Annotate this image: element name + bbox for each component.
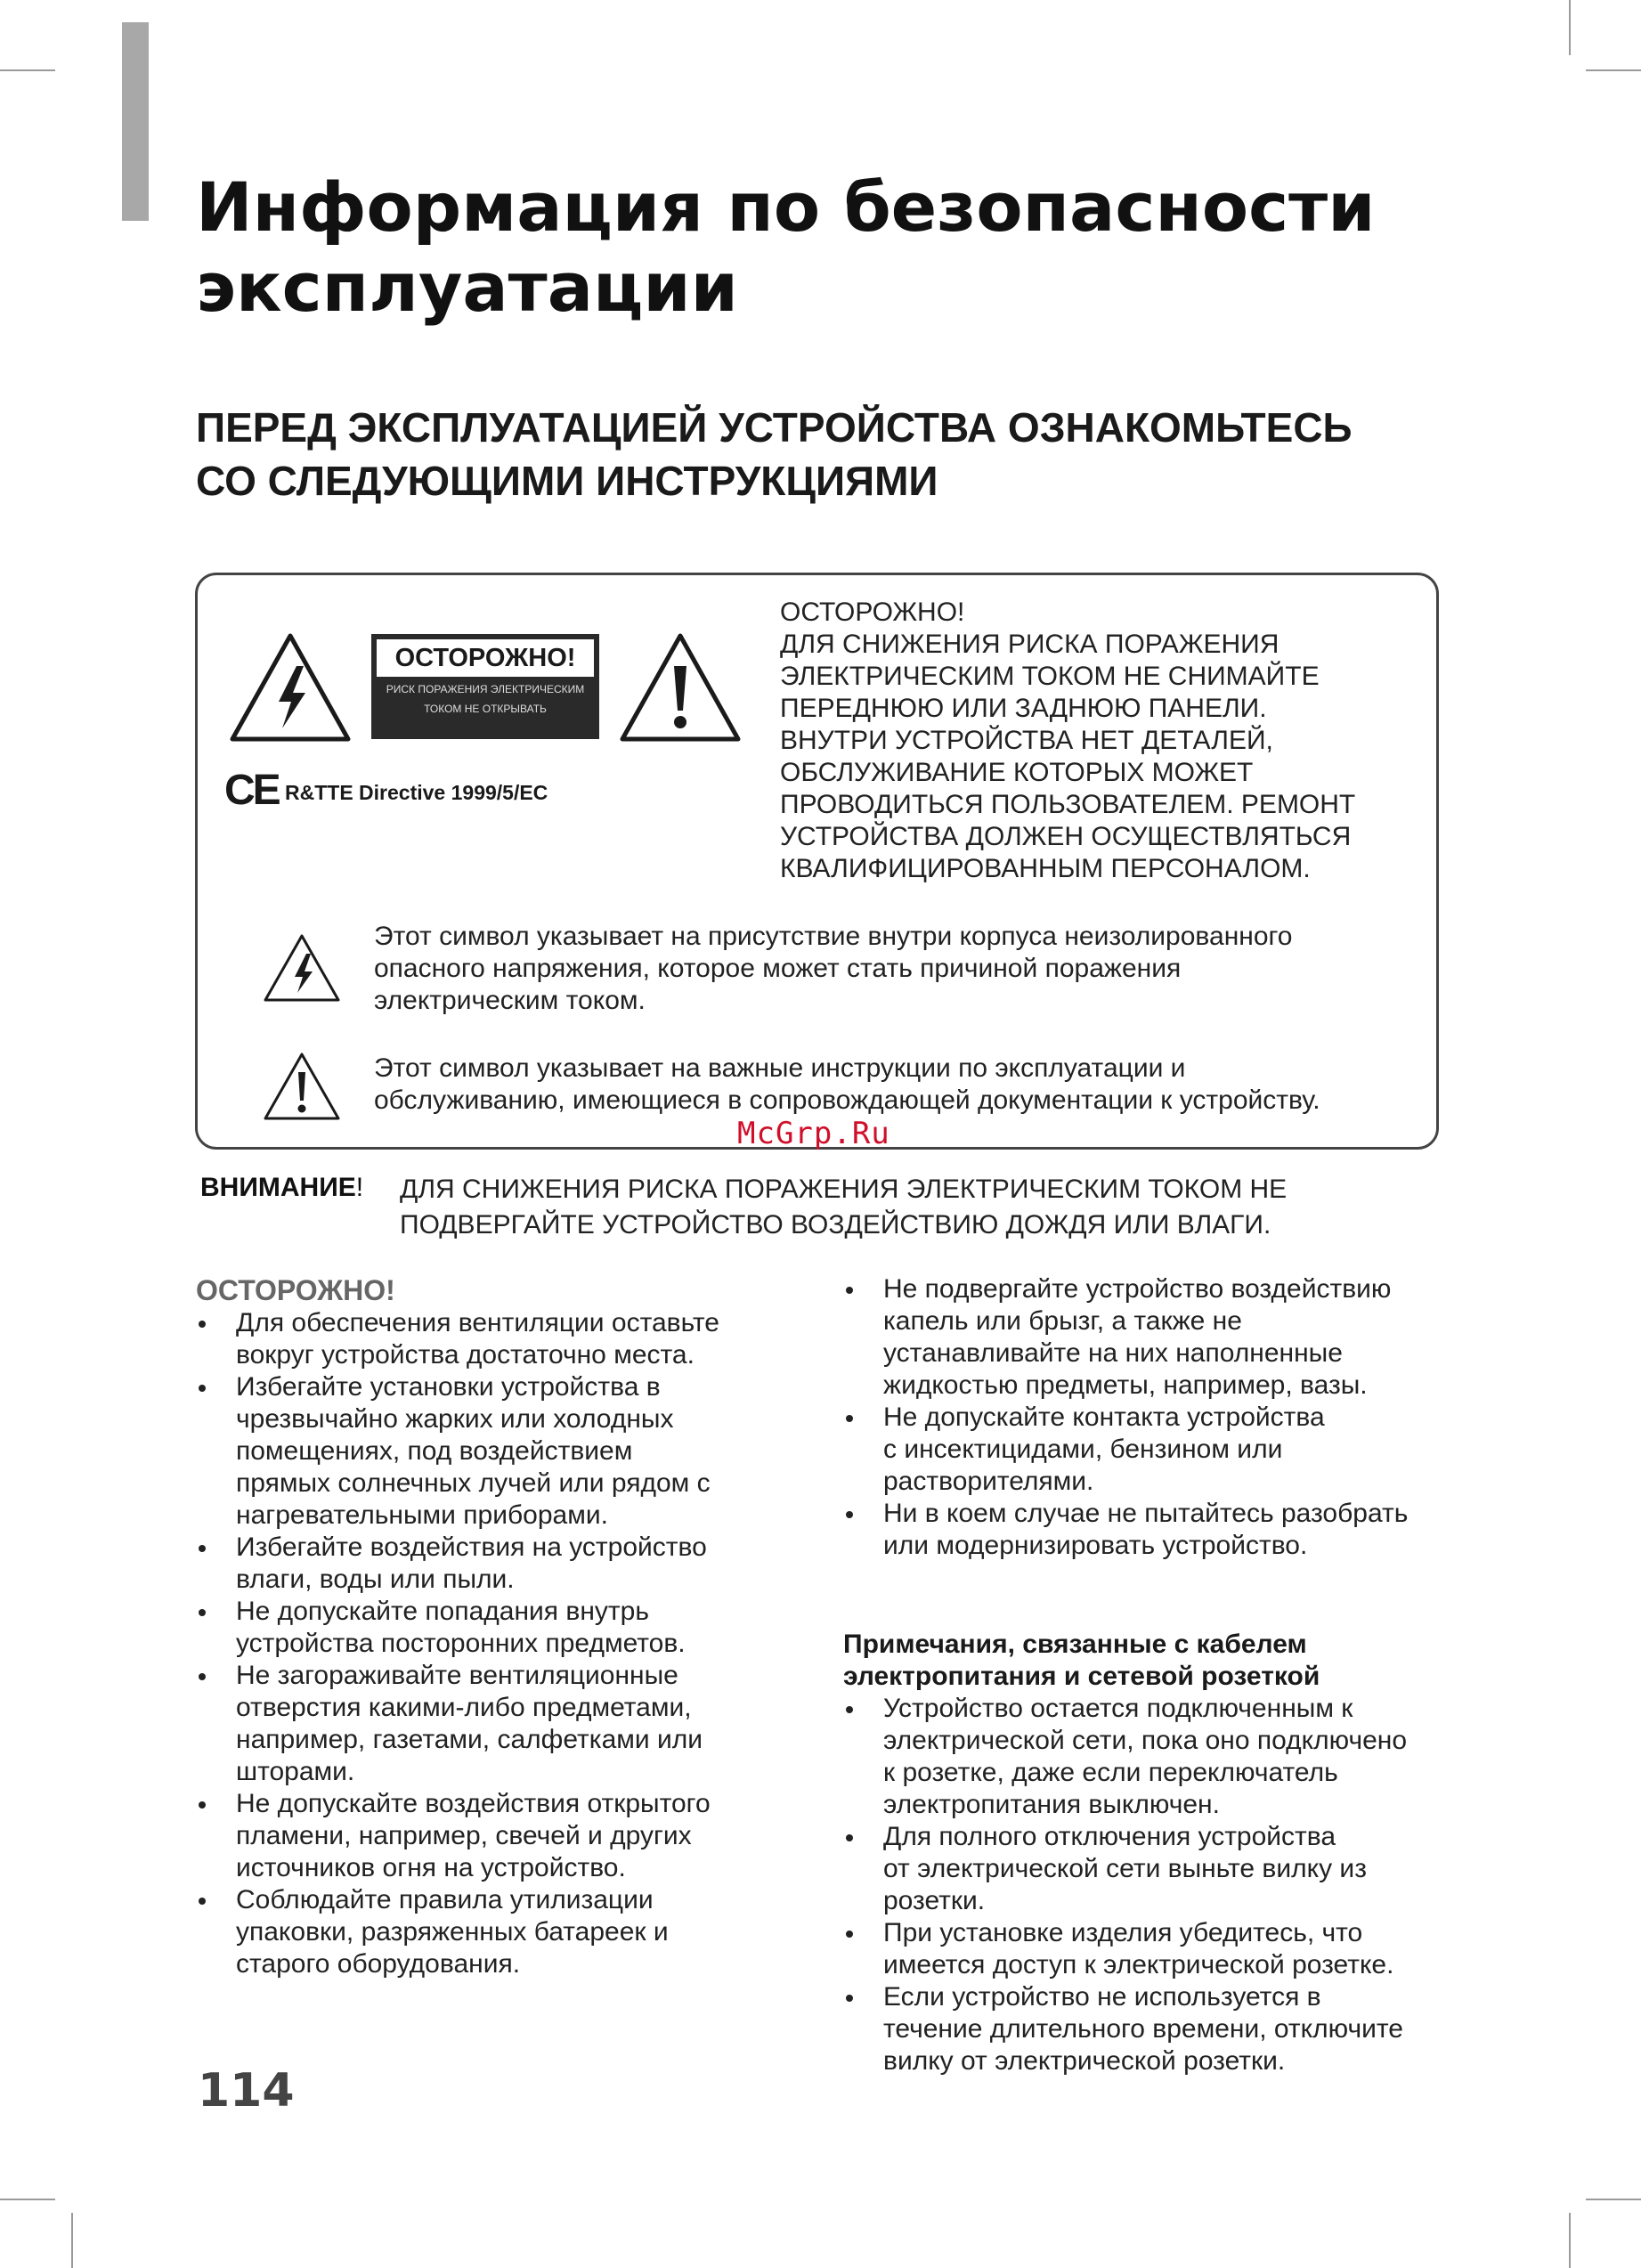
list-item	[843, 1821, 1484, 1917]
list-item-line: растворителями.	[883, 1467, 1094, 1496]
subtitle-line: СО СЛЕДУЮЩИМИ ИНСТРУКЦИЯМИ	[196, 458, 938, 504]
crop-mark	[1569, 2213, 1571, 2268]
list-item-line: электропитания выключен.	[883, 1790, 1220, 1819]
voltage-symbol-description	[374, 921, 1425, 1017]
list-item-line: устанавливайте на них наполненные	[883, 1338, 1343, 1368]
power-notes-list	[843, 1693, 1484, 2077]
instructions-symbol-line: Этот символ указывает на важные инструкции по эксплуатации и	[374, 1053, 1186, 1083]
caution-text-line: ОСТОРОЖНО!	[780, 597, 965, 627]
list-item	[843, 1981, 1484, 2077]
list-item	[843, 1917, 1484, 1981]
list-item-line: или модернизировать устройство.	[883, 1531, 1308, 1560]
list-item-line: розетки.	[883, 1886, 986, 1915]
instructions-symbol-description	[374, 1053, 1425, 1117]
list-item	[196, 1660, 837, 1788]
list-item-line: например, газетами, салфетками или	[236, 1725, 703, 1754]
list-item-line: к розетке, даже если переключатель	[883, 1758, 1338, 1787]
list-item-line: Не подвергайте устройство воздействию	[883, 1274, 1392, 1304]
exclamation-icon	[617, 630, 743, 744]
page-subtitle	[196, 401, 1531, 508]
list-item	[196, 1596, 837, 1660]
list-item-line: Не допускайте контакта устройства	[883, 1402, 1325, 1432]
list-item-line: вокруг устройства достаточно места.	[236, 1340, 695, 1370]
list-item-line: Для обеспечения вентиляции оставьте	[236, 1308, 719, 1337]
list-item-line: Избегайте воздействия на устройство	[236, 1532, 707, 1562]
page-title-line: Информация по безопасности	[196, 167, 1376, 247]
list-item	[196, 1532, 837, 1596]
list-item-line: прямых солнечных лучей или рядом с	[236, 1468, 711, 1498]
list-item-line: старого оборудования.	[236, 1949, 521, 1979]
list-item	[843, 1693, 1484, 1821]
list-item-line: шторами.	[236, 1757, 355, 1786]
caution-text-line: ДЛЯ СНИЖЕНИЯ РИСКА ПОРАЖЕНИЯ	[780, 630, 1279, 659]
list-item-line: вилку от электрической розетки.	[883, 2046, 1286, 2076]
high-voltage-small-icon	[262, 932, 342, 1004]
list-item-line: электрической сети, пока оно подключено	[883, 1726, 1408, 1755]
list-item-line: устройства посторонних предметов.	[236, 1629, 686, 1658]
caution-heading: ОСТОРОЖНО!	[196, 1274, 395, 1306]
watermark: McGrp.Ru	[737, 1116, 890, 1151]
list-item-line: При установке изделия убедитесь, что	[883, 1918, 1363, 1947]
crop-mark	[0, 69, 55, 71]
caution-text-line: ПРОВОДИТЬСЯ ПОЛЬЗОВАТЕЛЕМ. РЕМОНТ	[780, 790, 1356, 819]
list-item-line: Избегайте установки устройства в	[236, 1372, 661, 1402]
power-notes-heading-line: электропитания и сетевой розеткой	[843, 1662, 1320, 1691]
sidebar-bar	[122, 22, 149, 221]
caution-badge-line: ТОКОМ НЕ ОТКРЫВАТЬ	[424, 703, 547, 715]
list-item-line: Не загораживайте вентиляционные	[236, 1661, 678, 1690]
attention-label	[200, 1172, 363, 1204]
caution-text-line: ЭЛЕКТРИЧЕСКИМ ТОКОМ НЕ СНИМАЙТЕ	[780, 662, 1320, 691]
list-item-line: жидкостью предметы, например, вазы.	[883, 1370, 1368, 1400]
list-item-line: от электрической сети выньте вилку из	[883, 1854, 1367, 1883]
list-item-line: Соблюдайте правила утилизации	[236, 1885, 654, 1914]
crop-mark	[1586, 2199, 1641, 2200]
list-item	[196, 1884, 837, 1980]
list-item-line: упаковки, разряженных батареек и	[236, 1917, 669, 1947]
list-item-line: пламени, например, свечей и других	[236, 1821, 692, 1850]
list-item-line: источников огня на устройство.	[236, 1853, 626, 1882]
caution-badge	[371, 634, 599, 739]
list-item-line: отверстия какими-либо предметами,	[236, 1693, 692, 1722]
directive-label: R&TTE Directive 1999/5/EC	[285, 781, 548, 804]
caution-text-line: КВАЛИФИЦИРОВАННЫМ ПЕРСОНАЛОМ.	[780, 854, 1311, 883]
high-voltage-icon	[227, 630, 353, 744]
caution-text-line: ПЕРЕДНЮЮ ИЛИ ЗАДНЮЮ ПАНЕЛИ.	[780, 694, 1267, 723]
list-item-line: Устройство остается подключенным к	[883, 1694, 1353, 1723]
list-item-line: Для полного отключения устройства	[883, 1822, 1336, 1851]
list-item	[843, 1498, 1484, 1562]
attention-label-text: ВНИМАНИЕ	[200, 1173, 356, 1202]
attention-text	[400, 1172, 1468, 1243]
voltage-symbol-line: электрическим током.	[374, 986, 646, 1015]
list-item-line: чрезвычайно жарких или холодных	[236, 1404, 674, 1434]
caution-text-line: ВНУТРИ УСТРОЙСТВА НЕТ ДЕТАЛЕЙ,	[780, 726, 1273, 755]
instructions-symbol-line: обслуживанию, имеющиеся в сопровождающей документации к устройству.	[374, 1085, 1320, 1115]
caution-list-continued	[843, 1273, 1484, 1562]
crop-mark	[71, 2213, 73, 2268]
list-item	[196, 1307, 837, 1371]
caution-list	[196, 1307, 837, 1980]
ce-mark-logo: CE	[224, 767, 279, 814]
list-item-line: Не допускайте воздействия открытого	[236, 1789, 711, 1818]
exclamation-small-icon	[262, 1051, 342, 1122]
list-item-line: Если устройство не используется в	[883, 1982, 1321, 2012]
caution-badge-line: РИСК ПОРАЖЕНИЯ ЭЛЕКТРИЧЕСКИМ	[386, 683, 585, 695]
power-notes-heading-line: Примечания, связанные с кабелем	[843, 1630, 1307, 1659]
list-item-line: помещениях, под воздействием	[236, 1436, 633, 1466]
caution-badge-title: ОСТОРОЖНО!	[377, 639, 594, 677]
crop-mark	[1569, 0, 1571, 55]
voltage-symbol-line: Этот символ указывает на присутствие внутри корпуса неизолированного	[374, 922, 1293, 951]
left-column	[196, 1273, 837, 1980]
list-item	[196, 1371, 837, 1532]
attention-mark: !	[355, 1173, 364, 1202]
list-item	[196, 1788, 837, 1884]
attention-line: ДЛЯ СНИЖЕНИЯ РИСКА ПОРАЖЕНИЯ ЭЛЕКТРИЧЕСКИМ ТОКОМ НЕ	[400, 1175, 1288, 1204]
power-notes-heading	[843, 1629, 1484, 1693]
list-item-line: нагревательными приборами.	[236, 1500, 608, 1530]
list-item-line: Не допускайте попадания внутрь	[236, 1597, 649, 1626]
list-item-line: имеется доступ к электрической розетке.	[883, 1950, 1394, 1979]
subtitle-line: ПЕРЕД ЭКСПЛУАТАЦИЕЙ УСТРОЙСТВА ОЗНАКОМЬТЕСЬ	[196, 404, 1353, 451]
right-column	[843, 1273, 1484, 2077]
crop-mark	[0, 2199, 55, 2200]
attention-line: ПОДВЕРГАЙТЕ УСТРОЙСТВО ВОЗДЕЙСТВИЮ ДОЖДЯ ИЛИ ВЛАГИ.	[400, 1210, 1271, 1240]
list-item-line: влаги, воды или пыли.	[236, 1565, 515, 1594]
voltage-symbol-line: опасного напряжения, которое может стать причиной поражения	[374, 954, 1182, 983]
list-item	[843, 1273, 1484, 1402]
list-item	[843, 1402, 1484, 1498]
list-item-line: капель или брызг, а также не	[883, 1306, 1242, 1336]
page-title	[196, 167, 1531, 328]
crop-mark	[1586, 69, 1641, 71]
caution-text-line: УСТРОЙСТВА ДОЛЖЕН ОСУЩЕСТВЛЯТЬСЯ	[780, 822, 1352, 851]
list-item-line: с инсектицидами, бензином или	[883, 1435, 1283, 1464]
caution-text	[780, 597, 1421, 885]
page-number: 114	[198, 2064, 295, 2118]
list-item-line: течение длительного времени, отключите	[883, 2014, 1403, 2044]
list-item-line: Ни в коем случае не пытайтесь разобрать	[883, 1499, 1409, 1528]
page-title-line: эксплуатации	[196, 248, 738, 327]
caution-text-line: ОБСЛУЖИВАНИЕ КОТОРЫХ МОЖЕТ	[780, 758, 1254, 787]
